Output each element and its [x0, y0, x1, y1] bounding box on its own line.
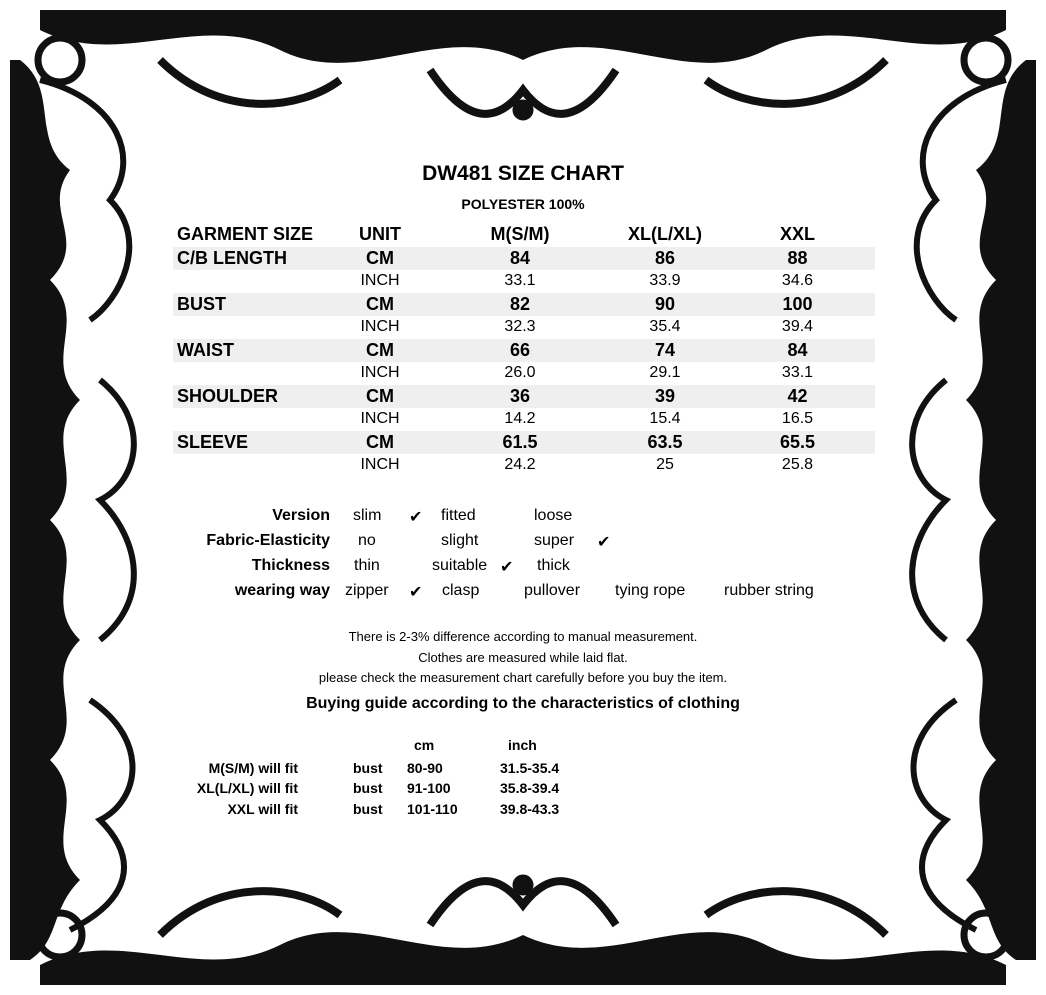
unit-cm: CM — [366, 432, 394, 452]
unit-cm: CM — [366, 386, 394, 406]
option-tying-rope: tying rope — [615, 582, 686, 599]
header-unit: UNIT — [359, 224, 401, 244]
option-clasp: clasp — [442, 582, 480, 599]
guide-row-label: M(S/M) will fit — [208, 760, 298, 776]
buying-guide-title: Buying guide according to the characteristics of clothing — [306, 695, 740, 712]
value-inch: 16.5 — [781, 410, 814, 427]
value-inch: 29.1 — [649, 364, 681, 381]
value-cm: 84 — [509, 248, 531, 268]
note-line: please check the measurement chart carefully before you buy the item. — [318, 670, 728, 685]
unit-cm: CM — [366, 340, 394, 360]
value-inch: 34.6 — [781, 272, 814, 289]
value-inch: 15.4 — [649, 410, 681, 427]
value-inch: 39.4 — [781, 318, 814, 335]
measure-name: SHOULDER — [177, 386, 279, 406]
value-inch: 33.9 — [649, 272, 681, 289]
option-loose: loose — [534, 507, 573, 524]
value-cm: 42 — [787, 386, 808, 406]
guide-row-cm: 101-110 — [407, 801, 458, 817]
check-icon: ✔ — [597, 534, 611, 551]
guide-row-part: bust — [353, 760, 383, 776]
value-inch: 33.1 — [781, 364, 814, 381]
attr-label-wearing: wearing way — [234, 582, 330, 599]
option-no: no — [358, 532, 376, 549]
option-slight: slight — [441, 532, 479, 549]
guide-row-cm: 91-100 — [407, 780, 451, 796]
option-fitted: fitted — [441, 507, 476, 524]
value-cm: 65.5 — [779, 432, 816, 452]
option-slim: slim — [353, 507, 382, 524]
option-rubber-string: rubber string — [724, 582, 814, 599]
value-inch: 35.4 — [649, 318, 681, 335]
note-line: Clothes are measured while laid flat. — [418, 650, 628, 665]
guide-row-label: XL(L/XL) will fit — [196, 780, 298, 796]
guide-row-inch: 35.8-39.4 — [500, 780, 560, 796]
guide-header-cm: cm — [414, 737, 435, 753]
option-thick: thick — [537, 557, 570, 574]
option-zipper: zipper — [345, 582, 389, 599]
measure-name: SLEEVE — [177, 432, 249, 452]
attr-label-elasticity: Fabric-Elasticity — [206, 532, 330, 549]
value-cm: 36 — [509, 386, 531, 406]
option-super: super — [534, 532, 575, 549]
value-inch: 26.0 — [504, 364, 536, 381]
check-icon: ✔ — [409, 509, 423, 526]
unit-inch: INCH — [360, 410, 400, 427]
value-inch: 24.2 — [504, 456, 536, 473]
value-cm: 84 — [787, 340, 808, 360]
value-cm: 86 — [654, 248, 676, 268]
header-garment-size: GARMENT SIZE — [177, 224, 314, 244]
guide-row-label: XXL will fit — [227, 801, 298, 817]
header-size-m: M(S/M) — [490, 224, 550, 244]
value-cm: 66 — [509, 340, 531, 360]
value-cm: 100 — [782, 294, 813, 314]
value-cm: 39 — [654, 386, 676, 406]
measure-name: WAIST — [177, 340, 234, 360]
check-icon: ✔ — [409, 584, 423, 601]
value-cm: 90 — [654, 294, 676, 314]
guide-row-cm: 80-90 — [407, 760, 443, 776]
value-inch: 32.3 — [504, 318, 536, 335]
option-pullover: pullover — [524, 582, 581, 599]
value-inch: 33.1 — [504, 272, 536, 289]
measure-name: C/B LENGTH — [177, 248, 287, 268]
value-inch: 14.2 — [504, 410, 536, 427]
value-cm: 74 — [654, 340, 676, 360]
value-cm: 63.5 — [647, 432, 683, 452]
fabric-composition: POLYESTER 100% — [461, 196, 585, 212]
guide-header-inch: inch — [508, 737, 537, 753]
guide-row-part: bust — [353, 780, 383, 796]
guide-row-part: bust — [353, 801, 383, 817]
option-thin: thin — [354, 557, 380, 574]
unit-inch: INCH — [360, 272, 400, 289]
unit-cm: CM — [366, 248, 394, 268]
value-cm: 61.5 — [502, 432, 538, 452]
value-inch: 25 — [656, 456, 674, 473]
unit-inch: INCH — [360, 456, 400, 473]
note-line: There is 2-3% difference according to manual measurement. — [348, 629, 698, 644]
header-size-xl: XL(L/XL) — [628, 224, 702, 244]
value-cm: 88 — [787, 248, 808, 268]
unit-inch: INCH — [360, 318, 400, 335]
unit-inch: INCH — [360, 364, 400, 381]
measure-name: BUST — [177, 294, 226, 314]
guide-row-inch: 39.8-43.3 — [500, 801, 560, 817]
attr-label-version: Version — [272, 507, 330, 524]
value-inch: 25.8 — [781, 456, 814, 473]
header-size-xxl: XXL — [779, 224, 815, 244]
attr-label-thickness: Thickness — [251, 557, 330, 574]
check-icon: ✔ — [500, 559, 514, 576]
page-title: DW481 SIZE CHART — [422, 162, 624, 185]
value-cm: 82 — [509, 294, 531, 314]
unit-cm: CM — [366, 294, 394, 314]
option-suitable: suitable — [432, 557, 488, 574]
guide-row-inch: 31.5-35.4 — [500, 760, 560, 776]
